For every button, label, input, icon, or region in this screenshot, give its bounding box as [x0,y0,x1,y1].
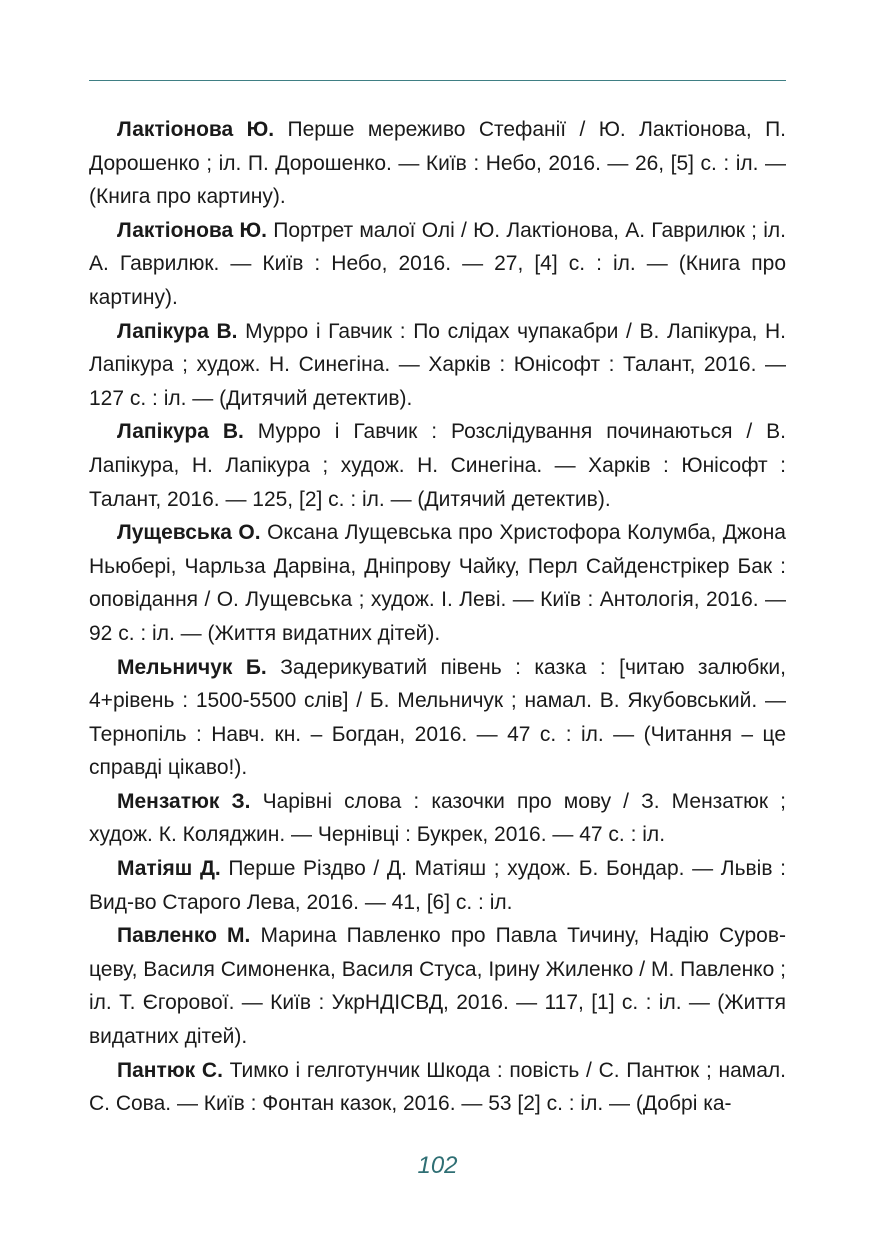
entry-text: Чарівні слова : казочки про мову / З. Мензатюк ; худож. К. Коляджин. — Чернівці : Букрек, 2016. — 47 с. : іл. [89,789,786,847]
entry-text: Мурро і Гавчик : По слідах чупакабри / В. Лапікура, Н. Лапікура ; худож. Н. Синегіна. — Харків : Юнісофт : Талант, 2016. — 127 с. : іл. — (Дитячий детектив). [89,319,787,410]
bibliography-entry [89,785,786,852]
entry-text: Перше мереживо Стефанії / Ю. Лактіонова, П. Дорошенко ; іл. П. Дорошенко. — Київ : Небо, 2016. — 26, [5] с. : іл. — (Книга про картину). [89,118,786,209]
bibliography-entry [89,1054,786,1121]
entry-author: Лущевська О. [117,521,261,545]
entry-text: Задерикуватий півень : казка : [читаю залюбки, 4+рівень : 1500-5500 слів] / Б. Мельничук ; намал. В. Якубовський. — Тернопіль : Навч. кн. – Богдан, 2016. — 47 с. : іл. — (Читання – це справді цікаво!). [89,655,786,780]
entry-author: Мензатюк З. [117,789,251,813]
entry-text: Тимко і гелготунчик Шкода : повість / С. Пантюк ; намал. С. Сова. — Київ : Фонтан казок, 2016. — 53 [2] с. : іл. — (Добрі ка- [89,1058,786,1116]
bibliography-entry [89,919,786,1053]
bibliography-list [89,113,786,1121]
entry-text: Оксана Лущевська про Христофора Колумба, Джона Ньюбері, Чарльза Дарвіна, Дніпрову Чайку, Перл Сайденстрікер Бак : оповідання / О. Лущевська ; худож. І. Леві. — Київ : Антологія, 2016. — 92 с. : іл. — (Життя видатних дітей). [89,521,786,645]
entry-author: Пантюк С. [117,1058,223,1082]
entry-text: Перше Різдво / Д. Матіяш ; худож. Б. Бондар. — Львів : Вид-во Старого Лева, 2016. — 41, [6] с. : іл. [89,857,786,914]
entry-text: Марина Павленко про Павла Тичину, Надію Суровцеву, Василя Симоненка, Василя Стуса, Ірину Жиленко / М. Павленко ; іл. Т. Єгорової. — Київ : УкрНДІСВД, 2016. — 117, [1] с. : іл. — (Життя видатних дітей). [89,924,786,1049]
bibliography-entry [89,113,786,214]
entry-author: Лактіонова Ю. [117,218,267,242]
entry-author: Лапікура В. [117,420,244,444]
bibliography-entry [89,315,786,416]
entry-author: Мельничук Б. [117,655,267,679]
bibliography-entry [89,415,786,516]
bibliography-entry [89,852,786,919]
entry-author: Лактіонова Ю. [117,118,275,141]
header-rule [89,80,786,81]
entry-text: Портрет малої Олі / Ю. Лактіонова, А. Гаврилюк ; іл. А. Гаврилюк. — Київ : Небо, 2016. — 27, [4] с. : іл. — (Книга про картину). [89,218,786,309]
page-number: 102 [417,1152,458,1179]
entry-author: Матіяш Д. [117,857,221,881]
bibliography-entry [89,516,786,650]
entry-text: Мурро і Гавчик : Розслідування починаються / В. Лапікура, Н. Лапікура ; худож. Н. Синегіна. — Харків : Юнісофт : Талант, 2016. — 125, [2] с. : іл. — (Дитячий детектив). [89,420,787,511]
entry-author: Лапікура В. [117,319,238,343]
bibliography-entry [89,214,786,315]
entry-author: Павленко М. [117,924,251,948]
bibliography-entry [89,651,786,785]
